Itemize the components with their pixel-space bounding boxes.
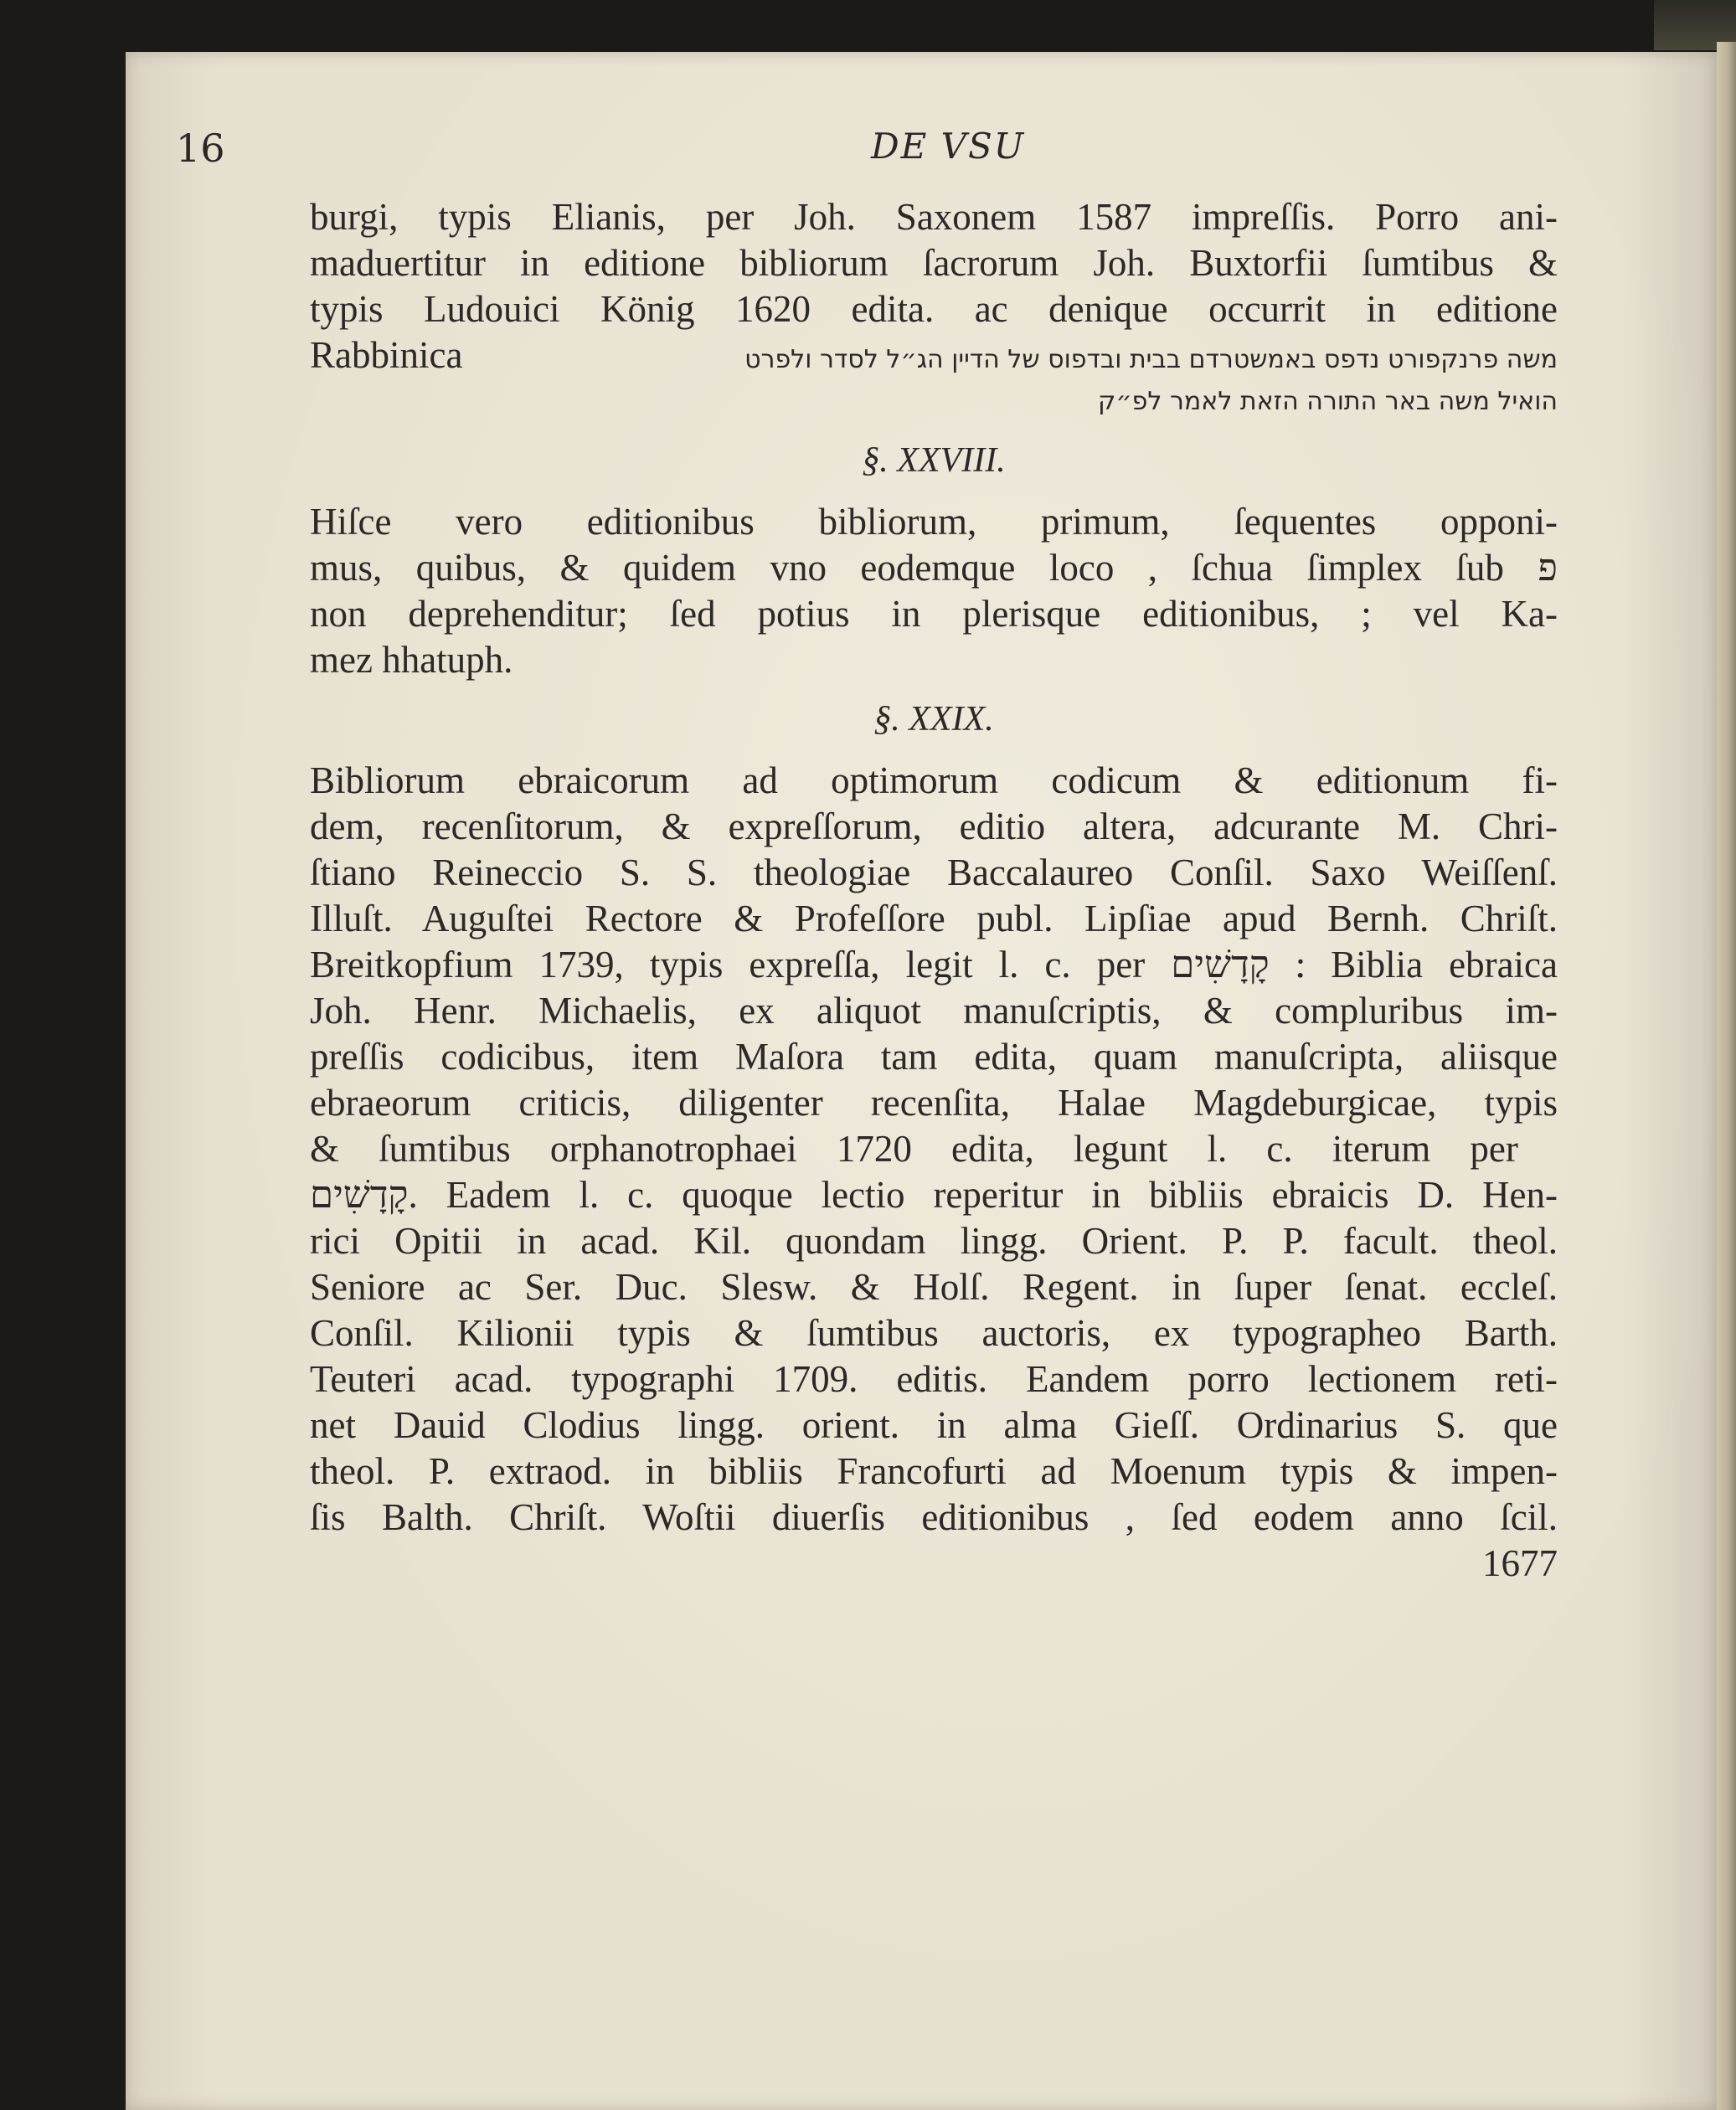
text-line: Seniore ac Ser. Duc. Slesw. & Holſ. Regent. in ſuper ſenat. eccleſ. xyxy=(310,1266,1558,1308)
text-line: burgi, typis Elianis, per Joh. Saxonem 1587 impreſſis. Porro ani- xyxy=(310,196,1558,238)
text-line: preſſis codicibus, item Maſora tam edita, quam manuſcripta, aliisque xyxy=(310,1036,1558,1078)
text-line: rici Opitii in acad. Kil. quondam lingg. Orient. P. P. facult. theol. xyxy=(310,1220,1558,1262)
text-line: mus, quibus, & quidem vno eodemque loco , ſchua ſimplex ſub פ xyxy=(310,547,1558,589)
catchword: 1677 xyxy=(1482,1542,1558,1584)
running-head xyxy=(176,126,1558,184)
page-body xyxy=(310,194,1558,1587)
text-line: Illuſt. Auguſtei Rectore & Profeſſore publ. Lipſiae apud Bernh. Chriſt. xyxy=(310,898,1558,939)
page-number: 16 xyxy=(176,126,225,171)
text-line: ſis Balth. Chriſt. Woſtii diuerſis editionibus , ſed eodem anno ſcil. xyxy=(310,1496,1558,1538)
text-line: Hiſce vero editionibus bibliorum, primum, ſequentes opponi- xyxy=(310,501,1558,543)
text-line: Bibliorum ebraicorum ad optimorum codicum & editionum fi- xyxy=(310,759,1558,801)
text-line: ſtiano Reineccio S. S. theologiae Baccalaureo Conſil. Saxo Weiſſenſ. xyxy=(310,852,1558,893)
text-line: mez hhatuph. xyxy=(310,639,513,681)
text-line: theol. P. extraod. in bibliis Francofurti ad Moenum typis & impen- xyxy=(310,1450,1558,1492)
section-heading: §. XXIX. xyxy=(873,700,994,738)
text-line: typis Ludouici König 1620 edita. ac denique occurrit in editione xyxy=(310,288,1558,330)
text-line: net Dauid Clodius lingg. orient. in alma Gieſſ. Ordinarius S. que xyxy=(310,1404,1558,1446)
text-line: Joh. Henr. Michaelis, ex aliquot manuſcriptis, & compluribus im- xyxy=(310,990,1558,1032)
running-title: DE VSU xyxy=(871,126,1026,167)
text-line: קָדָשִׁים. Eadem l. c. quoque lectio reperitur in bibliis ebraicis D. Hen- xyxy=(310,1174,1558,1216)
section-paragraph xyxy=(310,758,1558,1541)
latin-word: Rabbinica xyxy=(310,334,463,376)
hebrew-line: הואיל משה באר התורה הזאת לאמר לפ״ק xyxy=(1098,387,1558,416)
text-line: Breitkopfium 1739, typis expreſſa, legit l. c. per ׃ קָדָשִׁים. Biblia ebraica xyxy=(310,944,1558,986)
text-line: Conſil. Kilionii typis & ſumtibus auctoris, ex typographeo Barth. xyxy=(310,1312,1558,1354)
text-line: Teuteri acad. typographi 1709. editis. Eandem porro lectionem reti- xyxy=(310,1358,1558,1400)
page-edge xyxy=(1717,42,1736,2110)
text-line: ebraeorum criticis, diligenter recenſita, Halae Magdeburgicae, typis xyxy=(310,1082,1558,1124)
text-line-mixed xyxy=(310,332,1558,378)
section-heading: §. XXVIII. xyxy=(862,441,1006,480)
section-paragraph xyxy=(310,499,1558,683)
hebrew-text: משה פרנקפורט נדפס באמשטרדם בבית ובדפוס של הדיין הג״ל לסדר ולפרט xyxy=(744,345,1558,374)
text-line: dem, recenſitorum, & expreſſorum, editio altera, adcurante M. Chri- xyxy=(310,805,1558,847)
paragraph-continuation xyxy=(310,194,1558,425)
text-line: maduertitur in editione bibliorum ſacrorum Joh. Buxtorfii ſumtibus & xyxy=(310,242,1558,284)
text-line: & ſumtibus orphanotrophaei 1720 edita, legunt l. c. iterum per xyxy=(310,1128,1518,1170)
text-line: non deprehenditur; ſed potius in plerisque editionibus, ׃; vel Ka- xyxy=(310,593,1558,635)
